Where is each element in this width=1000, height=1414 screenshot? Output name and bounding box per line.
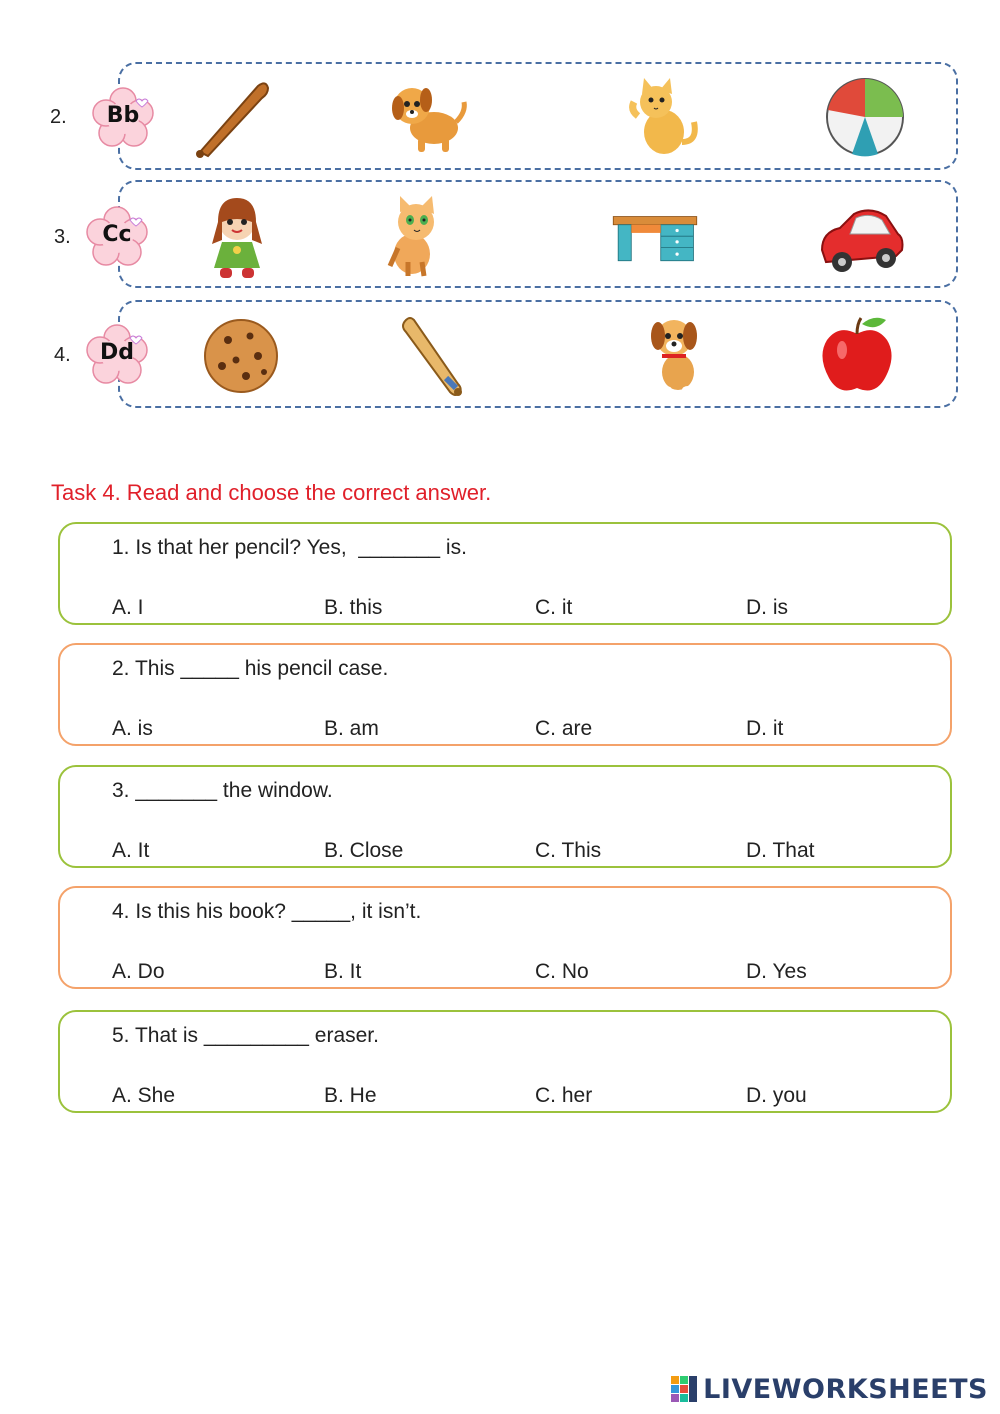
option-d[interactable]: D. Yes <box>746 960 807 983</box>
question-box-2 <box>58 643 952 746</box>
letter-flower <box>86 206 148 268</box>
letter-label: Cc <box>102 222 132 247</box>
option-d[interactable]: D. you <box>746 1084 807 1107</box>
cat-icon <box>616 72 706 162</box>
question-box-4 <box>58 886 952 989</box>
question-text: 1. Is that her pencil? Yes, _______ is. <box>112 536 467 559</box>
option-d[interactable]: D. is <box>746 596 788 619</box>
task-title: Task 4. Read and choose the correct answer. <box>51 480 492 505</box>
option-d[interactable]: D. That <box>746 839 815 862</box>
option-b[interactable]: B. this <box>324 596 383 619</box>
question-box-3 <box>58 765 952 868</box>
question-text: 5. That is _________ eraser. <box>112 1024 379 1047</box>
ball-icon <box>820 72 910 162</box>
brand-name: LIVEWORKSHEETS <box>703 1373 988 1405</box>
option-c[interactable]: C. are <box>535 717 593 740</box>
question-box-5 <box>58 1010 952 1113</box>
question-text: 4. Is this his book? _____, it isn’t. <box>112 900 422 923</box>
letter-row-cc <box>50 178 970 290</box>
option-a[interactable]: A. She <box>112 1084 176 1107</box>
option-b[interactable]: B. It <box>324 960 362 983</box>
dog-icon <box>382 72 472 162</box>
option-a[interactable]: A. Do <box>112 960 165 983</box>
option-c[interactable]: C. No <box>535 960 589 983</box>
letter-label: Bb <box>106 103 140 128</box>
option-b[interactable]: B. am <box>324 717 379 740</box>
doll-icon <box>192 192 282 282</box>
letter-flower <box>92 87 154 149</box>
row-number: 4. <box>54 344 71 366</box>
brand-logo[interactable] <box>671 1372 988 1406</box>
option-a[interactable]: A. I <box>112 596 144 619</box>
kitten-icon <box>368 192 458 282</box>
row-number: 2. <box>50 106 67 128</box>
option-b[interactable]: B. He <box>324 1084 377 1107</box>
baseball-bat-icon <box>188 72 278 162</box>
option-c[interactable]: C. her <box>535 1084 593 1107</box>
question-box-1 <box>58 522 952 625</box>
apple-icon <box>812 310 902 400</box>
option-a[interactable]: A. is <box>112 717 153 740</box>
question-text: 3. _______ the window. <box>112 779 333 802</box>
option-c[interactable]: C. it <box>535 596 573 619</box>
option-c[interactable]: C. This <box>535 839 602 862</box>
bat-icon <box>388 310 478 400</box>
liveworksheets-logo-icon <box>671 1376 697 1402</box>
letter-row-dd <box>50 298 970 410</box>
row-number: 3. <box>54 226 71 248</box>
letter-row-bb <box>50 60 970 172</box>
puppy-icon <box>630 308 720 398</box>
letter-flower <box>86 324 148 386</box>
option-d[interactable]: D. it <box>746 717 784 740</box>
option-a[interactable]: A. It <box>112 839 150 862</box>
car-icon <box>816 192 906 282</box>
cookie-icon <box>196 310 286 400</box>
letter-label: Dd <box>99 340 134 365</box>
option-b[interactable]: B. Close <box>324 839 404 862</box>
question-text: 2. This _____ his pencil case. <box>112 657 389 680</box>
desk-icon <box>610 192 700 282</box>
